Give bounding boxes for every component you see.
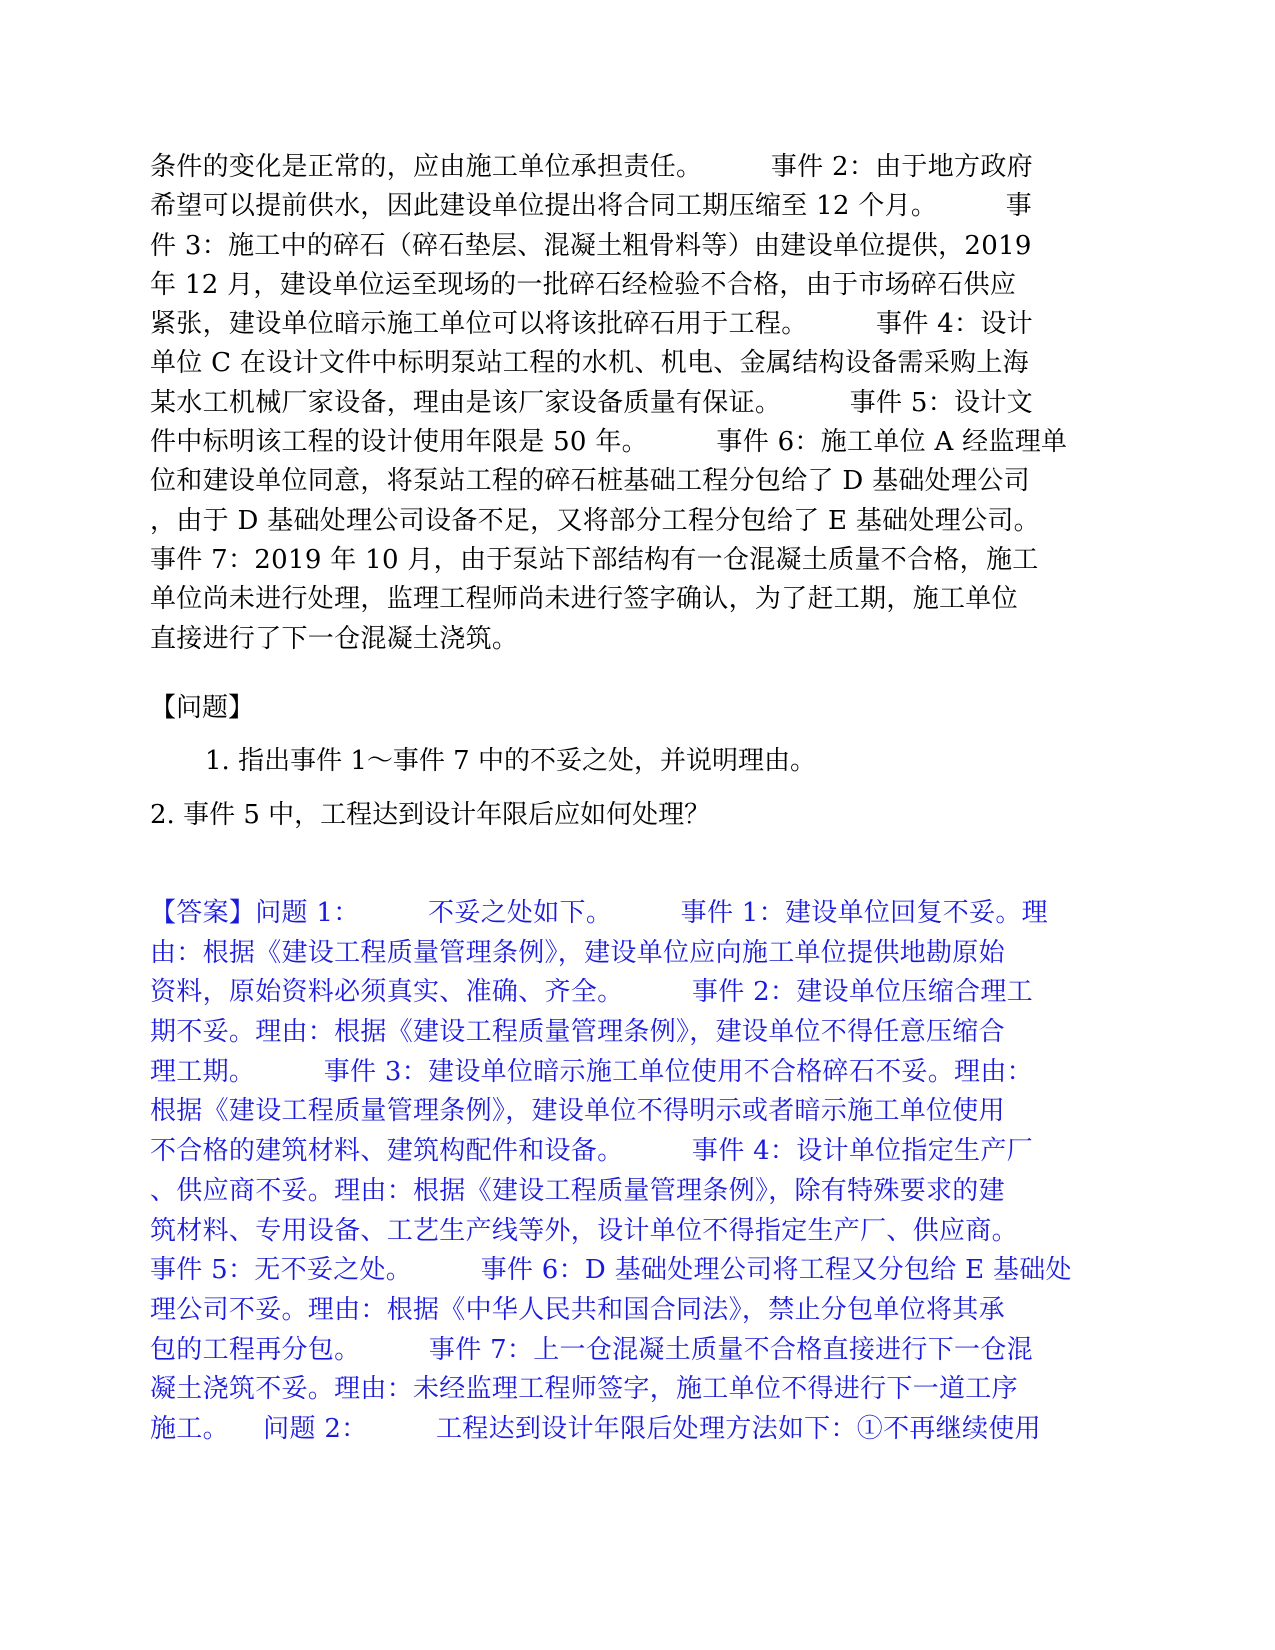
answer-line: 理工期。 事件 3：建设单位暗示施工单位使用不合格碎石不妥。理由： bbox=[150, 1056, 1033, 1087]
answer-text bbox=[150, 894, 1125, 1450]
answer-line: 不合格的建筑材料、建筑构配件和设备。 事件 4：设计单位指定生产厂 bbox=[150, 1136, 1033, 1167]
answer-line: 期不妥。理由：根据《建设工程质量管理条例》，建设单位不得任意压缩合 bbox=[150, 1017, 1005, 1048]
question-heading: 【问题】 bbox=[150, 693, 255, 723]
body-line: 单位 C 在设计文件中标明泵站工程的水机、机电、金属结构设备需采购上海 bbox=[150, 348, 1029, 379]
answer-line: 包的工程再分包。 事件 7：上一仓混凝土质量不合格直接进行下一仓混 bbox=[150, 1334, 1033, 1365]
answer-line: 资料，原始资料必须真实、准确、齐全。 事件 2：建设单位压缩合理工 bbox=[150, 977, 1033, 1008]
body-line: 直接进行了下一仓混凝土浇筑。 bbox=[150, 623, 519, 654]
body-line: 紧张，建设单位暗示施工单位可以将该批碎石用于工程。 事件 4：设计 bbox=[150, 309, 1033, 340]
body-line: 单位尚未进行处理，监理工程师尚未进行签字确认，为了赶工期，施工单位 bbox=[150, 584, 1018, 615]
body-line: 事件 7：2019 年 10 月，由于泵站下部结构有一仓混凝土质量不合格，施工 bbox=[150, 544, 1039, 575]
body-line: ，由于 D 基础处理公司设备不足，又将部分工程分包给了 E 基础处理公司。 bbox=[150, 505, 1040, 536]
answer-line: 、供应商不妥。理由：根据《建设工程质量管理条例》，除有特殊要求的建 bbox=[150, 1175, 1005, 1206]
question-item-1: 1. 指出事件 1～事件 7 中的不妥之处，并说明理由。 bbox=[205, 746, 816, 776]
body-line: 希望可以提前供水，因此建设单位提出将合同工期压缩至 12 个月。 事 bbox=[150, 191, 1033, 222]
body-line: 位和建设单位同意，将泵站工程的碎石桩基础工程分包给了 D 基础处理公司 bbox=[150, 466, 1030, 497]
answer-line: 【答案】问题 1： 不妥之处如下。 事件 1：建设单位回复不妥。理 bbox=[150, 898, 1048, 928]
answer-line: 凝土浇筑不妥。理由：未经监理工程师签字，施工单位不得进行下一道工序 bbox=[150, 1374, 1018, 1405]
answer-line: 由：根据《建设工程质量管理条例》，建设单位应向施工单位提供地勘原始 bbox=[150, 937, 1005, 968]
answer-line: 施工。 问题 2： 工程达到设计年限后处理方法如下：①不再继续使用 bbox=[150, 1413, 1041, 1444]
question-item-2: 2. 事件 5 中，工程达到设计年限后应如何处理？ bbox=[150, 800, 711, 830]
answer-line: 理公司不妥。理由：根据《中华人民共和国合同法》，禁止分包单位将其承 bbox=[150, 1294, 1005, 1325]
body-line: 某水工机械厂家设备，理由是该厂家设备质量有保证。 事件 5：设计文 bbox=[150, 387, 1033, 418]
answer-line: 根据《建设工程质量管理条例》，建设单位不得明示或者暗示施工单位使用 bbox=[150, 1096, 1005, 1127]
body-line: 件中标明该工程的设计使用年限是 50 年。 事件 6：施工单位 A 经监理单 bbox=[150, 427, 1068, 458]
body-line: 年 12 月，建设单位运至现场的一批碎石经检验不合格，由于市场碎石供应 bbox=[150, 269, 1017, 300]
body-line: 件 3：施工中的碎石（碎石垫层、混凝土粗骨料等）由建设单位提供，2019 bbox=[150, 230, 1032, 261]
body-line: 条件的变化是正常的，应由施工单位承担责任。 事件 2：由于地方政府 bbox=[150, 152, 1033, 182]
case-background-text bbox=[150, 148, 1125, 659]
answer-line: 筑材料、专用设备、工艺生产线等外，设计单位不得指定生产厂、供应商。 bbox=[150, 1215, 1018, 1246]
answer-line: 事件 5：无不妥之处。 事件 6：D 基础处理公司将工程又分包给 E 基础处 bbox=[150, 1255, 1072, 1286]
